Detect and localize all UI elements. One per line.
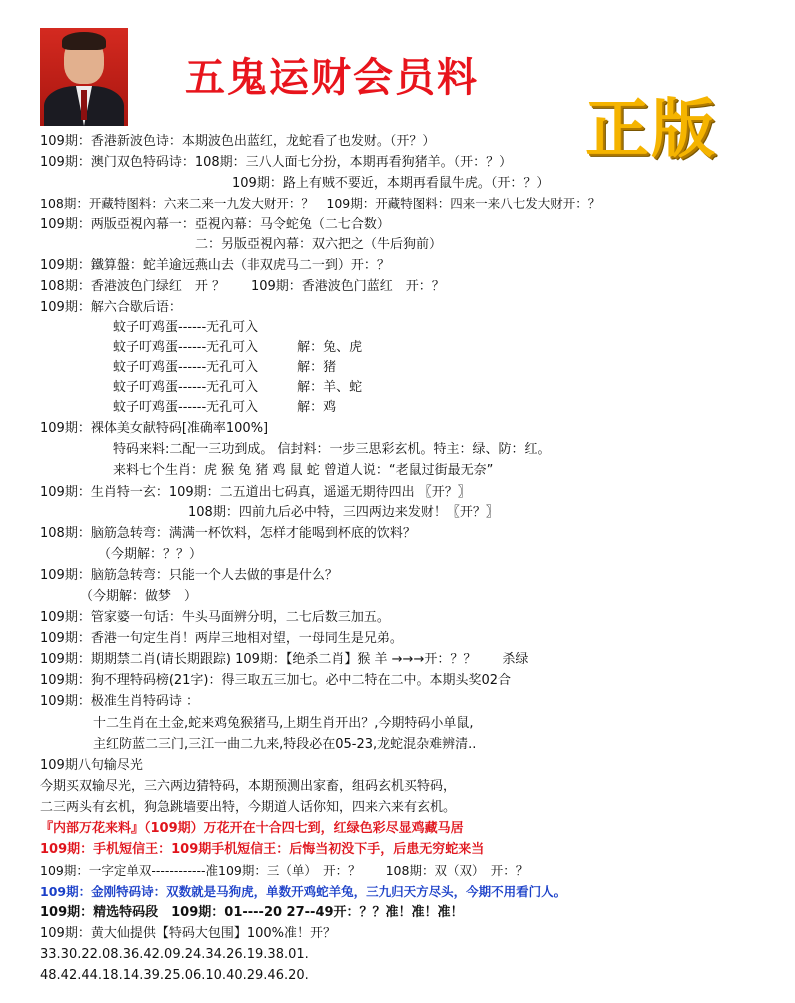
text-line: 蚊子叮鸡蛋------无孔可入 解：猪 [113,360,337,375]
text-line: 108期：香港波色门绿红 开 ？ 109期：香港波色门蓝红 开：？ [40,279,445,294]
text-line: （今期解：？？） [98,547,203,562]
text-line: 109期：生肖特一玄：109期：二五道出七码真，遥遥无期待四出 〖开？〗 [40,485,471,500]
text-line: 109期：路上有贼不要近，本期再看鼠牛虎。（开：？） [232,176,550,191]
text-line: 蚊子叮鸡蛋------无孔可入 解：羊、蛇 [113,380,363,395]
text-line: 109期：精选特码段 109期：01----20 27--49开：？？准！准！准！ [40,905,464,920]
text-line: 109期：脑筋急转弯：只能一个人去做的事是什么？ [40,568,338,583]
text-line: 主红防蓝二三门,三江一曲二九来,特段必在05-23,龙蛇混杂难辨清.. [93,737,477,752]
text-line-red: 『内部万花来料』（109期）万花开在十合四七到，红绿色彩尽显鸡藏马居 [40,821,464,836]
text-line: 109期：一字定单双------------准109期：三（单） 开：？ 108期：双（双） 开：？ [40,863,529,878]
page-title: 五鬼运财会员料 [185,54,479,101]
text-line: 109期：两版亞視內幕一：亞視內幕：马令蛇兔（二七合数） [40,217,390,232]
text-line: 来料七个生肖：虎 猴 兔 猪 鸡 鼠 蛇 曾道人说：“老鼠过街最无奈” [113,463,494,478]
text-line: 109期：裸体美女献特码[准确率100%] [40,421,269,436]
text-line: 二三两头有玄机，狗急跳墙要出特，今期道人话你知，四来六来有玄机。 [40,800,457,815]
text-line: 109期：香港一句定生肖！两岸三地相对望，一母同生是兄弟。 [40,631,403,646]
text-line: （今期解：做梦 ） [80,589,198,604]
number-list: 48.42.44.18.14.39.25.06.10.40.29.46.20. [40,968,309,983]
text-line: 109期：狗不理特码榜(21字)：得三取五三加七。必中二特在二中。本期头奖02合 [40,673,512,688]
text-line: 109期：极准生肖特码诗 ： [40,694,199,709]
text-line: 蚊子叮鸡蛋------无孔可入 解：鸡 [113,400,337,415]
text-line: 109期：管家婆一句话：牛头马面辨分明，二七后数三加五。 [40,610,390,625]
text-line: 蚊子叮鸡蛋------无孔可入 解：兔、虎 [113,340,363,355]
number-list: 33.30.22.08.36.42.09.24.34.26.19.38.01. [40,947,309,962]
text-line: 108期：四前九后必中特，三四两边来发财！〖开？〗 [188,505,499,520]
text-line: 108期：开藏特图料：六来二来一九发大财开：？ 109期：开藏特图料：四来一来八七发大财开：？ [40,196,601,211]
text-line-red: 109期：手机短信王：109期手机短信王：后悔当初没下手，后患无穷蛇来当 [40,842,485,857]
text-line: 蚊子叮鸡蛋------无孔可入 [113,320,259,335]
text-line: 十二生肖在土金,蛇来鸡兔猴猪马,上期生肖开出？,今期特码小单鼠, [93,716,474,731]
text-line: 109期：香港新波色诗：本期波色出蓝红，龙蛇看了也发财。（开？） [40,134,436,149]
text-line: 109期：鐵算盤：蛇羊逾远燕山去（非双虎马二一到）开：？ [40,258,390,273]
text-line: 108期：脑筋急转弯：满满一杯饮料，怎样才能喝到杯底的饮料？ [40,526,416,541]
text-line: 109期：解六合歇后语： [40,300,182,315]
genuine-badge: 正版 [585,93,717,167]
text-line: 特码来料:二配一三功到成。 信封料：一步三思彩玄机。特主：绿、防：红。 [113,442,551,457]
text-line: 109期：黄大仙提供【特码大包围】100%准！开？ [40,926,336,941]
text-line: 109期：澳门双色特码诗：108期：三八人面七分扮，本期再看狗猪羊。（开：？） [40,155,513,170]
text-line-blue: 109期：金刚特码诗：双数就是马狗虎，单数开鸡蛇羊兔，三九归天方尽头，今期不用看门人。 [40,884,567,899]
text-line: 今期买双输尽光，三六两边猜特码，本期预测出家畜，组码玄机买特码， [40,779,457,794]
author-photo [40,28,128,126]
text-line: 二：另版亞視內幕：双六把之（牛后狗前） [195,237,443,252]
text-line: 109期：期期禁二肖(请长期跟踪) 109期：【绝杀二肖】猴 羊 →→→开：？？ 杀绿 [40,652,529,667]
text-line: 109期八句输尽光 [40,758,143,773]
